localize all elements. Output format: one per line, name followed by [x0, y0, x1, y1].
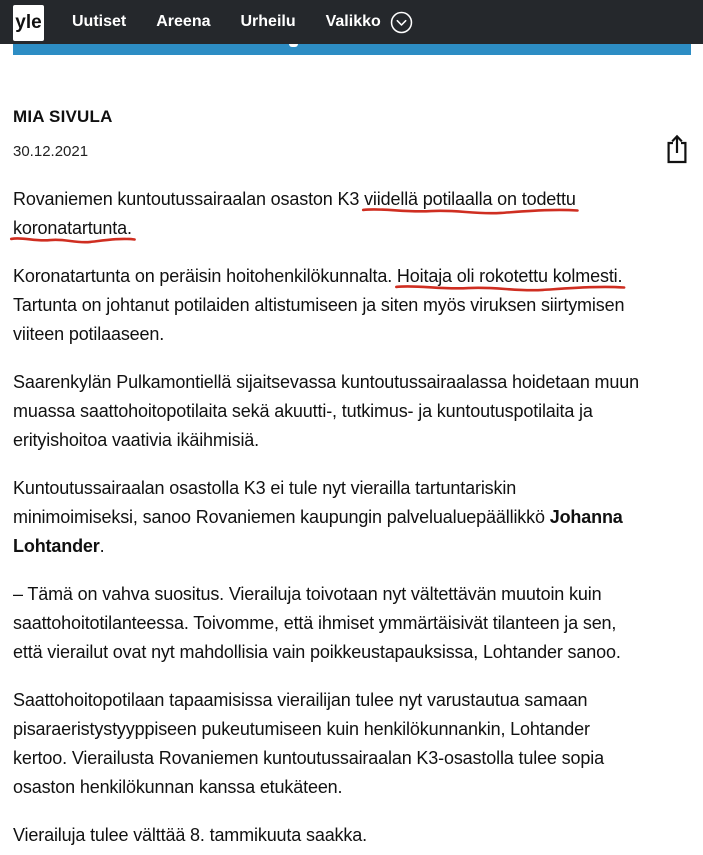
- category-strip: [13, 44, 691, 55]
- text-segment: .: [99, 536, 105, 556]
- text-line: [13, 426, 690, 455]
- text-segment: saattohoitotilanteessa. Toivomme, että ihmiset ymmärtäisivät tilanteen ja sen,: [13, 613, 617, 633]
- text-line: [13, 474, 690, 503]
- text-segment: että vierailut ovat nyt mahdollisia vain poikkeustapauksissa, Lohtander sanoo.: [13, 642, 621, 662]
- red-marker-underline: [10, 234, 136, 245]
- nav-item-areena[interactable]: Areena: [156, 13, 211, 30]
- text-line: [13, 185, 690, 214]
- underlined-text: koronatartunta.: [13, 218, 132, 238]
- text-line: [13, 580, 690, 609]
- text-line: [13, 686, 690, 715]
- publish-date: 30.12.2021: [13, 143, 89, 160]
- text-line: [13, 262, 690, 291]
- text-segment: pisaraeristystyyppiseen pukeutumiseen kuin henkilökunnankin, Lohtander: [13, 719, 590, 739]
- article-paragraph: [13, 580, 690, 667]
- text-segment: muassa saattohoitopotilaita sekä akuutti-, tutkimus- ja kuntoutuspotilaita ja: [13, 401, 593, 421]
- cutoff-element: [289, 44, 298, 47]
- text-segment: Kuntoutussairaalan osastolla K3 ei tule nyt vierailla tartuntariskin: [13, 478, 517, 498]
- menu-button[interactable]: [326, 11, 413, 34]
- article-paragraph: [13, 474, 690, 561]
- text-segment: osaston henkilökunnan kanssa etukäteen.: [13, 777, 343, 797]
- text-segment: Vierailuja tulee välttää 8. tammikuuta saakka.: [13, 825, 367, 845]
- text-line: [13, 773, 690, 802]
- text-segment: kertoo. Vierailusta Rovaniemen kuntoutussairaalan K3-osastolla tulee sopia: [13, 748, 604, 768]
- underlined-text: viidellä potilaalla on todettu: [364, 189, 576, 209]
- article-paragraph: [13, 368, 690, 455]
- author-byline: MIA SIVULA: [13, 107, 113, 126]
- chevron-down-circle-icon: [390, 11, 413, 34]
- text-segment: minimoimiseksi, sanoo Rovaniemen kaupungin palvelualuepäällikkö: [13, 507, 550, 527]
- menu-button-label: Valikko: [325, 13, 381, 30]
- bold-text: Lohtander: [13, 536, 100, 556]
- top-nav: [0, 0, 703, 44]
- article-paragraph: [13, 686, 690, 802]
- yle-logo[interactable]: [13, 5, 44, 41]
- article-paragraph: [13, 821, 690, 850]
- underlined-text: Hoitaja oli rokotettu kolmesti.: [397, 266, 622, 286]
- text-segment: Saarenkylän Pulkamontiellä sijaitsevassa kuntoutussairaalassa hoidetaan muun: [13, 372, 639, 392]
- nav-item-uutiset[interactable]: Uutiset: [72, 13, 127, 30]
- share-icon: [664, 133, 690, 165]
- text-segment: Tartunta on johtanut potilaiden altistumiseen ja siten myös viruksen siirtymisen: [13, 295, 625, 315]
- share-button[interactable]: [664, 133, 690, 165]
- text-line: [13, 397, 690, 426]
- text-line: [13, 609, 690, 638]
- nav-item-urheilu[interactable]: Urheilu: [240, 13, 296, 30]
- text-segment: – Tämä on vahva suositus. Vierailuja toivotaan nyt vältettävän muutoin kuin: [13, 584, 602, 604]
- bold-text: Johanna: [549, 507, 623, 527]
- yle-logo-text: yle: [15, 12, 42, 33]
- text-line: [13, 821, 690, 850]
- article-paragraph: [13, 262, 690, 349]
- text-segment: Koronatartunta on peräisin hoitohenkilökunnalta.: [13, 266, 397, 286]
- text-line: [13, 715, 690, 744]
- text-line: [13, 532, 690, 561]
- text-segment: Saattohoitopotilaan tapaamisissa vierailijan tulee nyt varustautua samaan: [13, 690, 588, 710]
- text-line: [13, 214, 690, 243]
- text-segment: erityishoitoa vaativia ikäihmisiä.: [13, 430, 260, 450]
- text-segment: viiteen potilaaseen.: [13, 324, 165, 344]
- text-line: [13, 503, 690, 532]
- text-line: [13, 368, 690, 397]
- text-segment: Rovaniemen kuntoutussairaalan osaston K3: [13, 189, 365, 209]
- article-paragraph: [13, 185, 690, 243]
- text-line: [13, 638, 690, 667]
- text-line: [13, 291, 690, 320]
- text-line: [13, 320, 690, 349]
- article-header: [0, 108, 703, 161]
- article-body: [0, 185, 703, 850]
- text-line: [13, 744, 690, 773]
